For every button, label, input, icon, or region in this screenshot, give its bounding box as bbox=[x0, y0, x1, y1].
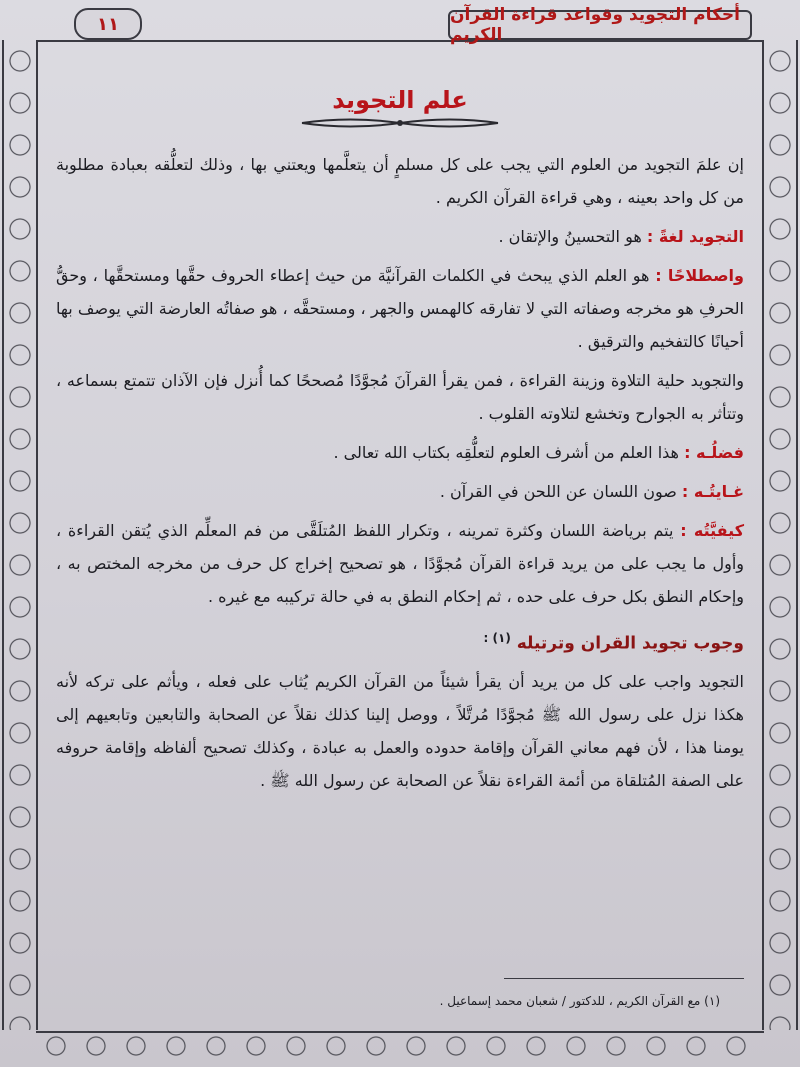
technical-label: واصطلاحًا : bbox=[655, 266, 744, 285]
page-content bbox=[56, 76, 744, 1027]
linguistic-label: التجويد لغةً : bbox=[646, 227, 744, 246]
bottom-ornamental-border bbox=[36, 1031, 764, 1059]
method-paragraph bbox=[56, 514, 744, 613]
page-number bbox=[74, 8, 142, 40]
right-ornamental-border bbox=[762, 40, 798, 1030]
goal-line bbox=[56, 475, 744, 508]
goal-label: غـايتُـه : bbox=[681, 482, 744, 501]
tajweed-paragraph: والتجويد حلية التلاوة وزينة القراءة ، فمن يقرأ القرآنَ مُجوَّدًا مُصححًا كما أُنزل فإن الآذان تتمتع بسماعه ، وتتأثر به الجوارح وتخشع لتلاوته القلوب . bbox=[56, 371, 744, 423]
footnote: (١) مع القرآن الكريم ، للدكتور / شعبان محمد إسماعيل . bbox=[439, 994, 720, 1008]
obligation-paragraph: التجويد واجب على كل من يريد أن يقرأ شيئاً من القرآن الكريم يُثاب على فعله ، ويأثم على تركه لأنه هكذا نزل على رسول الله ﷺ مُجوَّدًا مُرتَّلاً ، ووصل إلينا كذلك نقلاً عن الصحابة والتابعين وتابعيهم إلى يومنا هذا ، لأن فهم معاني القرآن وإقامة حدوده والعمل به عبادة ، وكذلك تصحيح ألفاظه وإقامة حروفه على الصفة المُتلقاة من أئمة القراءة نقلاً عن الصحابة عن رسول الله ﷺ . bbox=[56, 671, 744, 790]
method-label: كيفيَّتُه : bbox=[680, 521, 744, 540]
footnote-separator bbox=[504, 978, 744, 979]
section-title: علم التجويد bbox=[332, 86, 468, 114]
footnote-reference: (١) : bbox=[483, 631, 511, 645]
page-number-text: ١١ bbox=[97, 13, 119, 35]
virtue-label: فضلُـه : bbox=[684, 443, 744, 462]
left-ornamental-border bbox=[2, 40, 38, 1030]
technical-definition bbox=[56, 259, 744, 358]
obligation-heading bbox=[56, 621, 744, 661]
method-text: يتم برياضة اللسان وكثرة تمرينه ، وتكرار اللفظ المُتلَقَّى من فم المعلِّم الذي يُتقن القراءة ، وأول ما يجب على من يريد قراءة القرآن مُجوَّدًا ، هو تصحيح إخراج كل حرف من مخرجه المختص به ، وإحكام النطق بكل حرف على حده ، ثم إحكام النطق به في حالة تركيبه مع غيره . bbox=[56, 521, 744, 606]
virtue-text: هذا العلم من أشرف العلوم لتعلُّقِه بكتاب الله تعالى . bbox=[333, 443, 679, 462]
title-divider-ornament bbox=[300, 116, 500, 130]
linguistic-definition bbox=[56, 220, 744, 253]
running-header bbox=[448, 5, 752, 45]
intro-paragraph: إن علمَ التجويد من العلوم التي يجب على كل مسلمٍ أن يتعلَّمها ويعتني بها ، وذلك لتعلُّقه بعبادة مطلوبة من كل واحد بعينه ، وهي قراءة القرآن الكريم . bbox=[56, 155, 744, 207]
virtue-line bbox=[56, 436, 744, 469]
running-header-title: أحكام التجويد وقواعد قراءة القرآن الكريم bbox=[450, 5, 740, 45]
technical-text: هو العلم الذي يبحث في الكلمات القرآنيَّة من حيث إعطاء الحروف حقَّها ومستحقَّها ، وحقُّ الحرفِ هو مخرجه وصفاته التي لا تفارقه كالهمس والجهر ، ومستحقَّه ، هو صفاتُه العارضة التي يوصف بها أحيانًا كالتفخيم والترقيق . bbox=[56, 266, 744, 351]
linguistic-text: هو التحسينُ والإتقان . bbox=[498, 227, 642, 246]
obligation-heading-text: وجوب تجويد القران وترتيله bbox=[516, 633, 744, 654]
goal-text: صون اللسان عن اللحن في القرآن . bbox=[439, 482, 677, 501]
